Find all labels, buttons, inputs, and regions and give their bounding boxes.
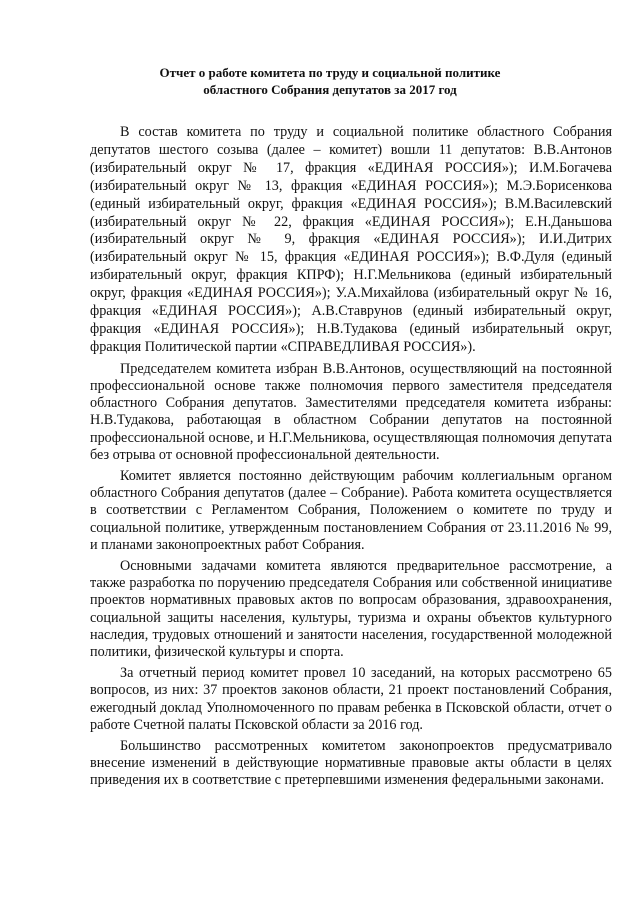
paragraph-reporting-period: За отчетный период комитет провел 10 заседаний, на которых рассмотрено 65 вопросов, из них: 37 проектов законов области, 21 проект постановлений Собрания, ежегодный доклад Уполномоченного по правам ребенка в Псковской области, отчет о работе Счетной палаты Псковской области за 2016 год. [90,665,612,733]
paragraph-committee-status: Комитет является постоянно действующим рабочим коллегиальным органом областного Собрания депутатов (далее – Собрание). Работа комитета осуществляется в соответствии с Регламентом Собрания, Положением о комитете по труду и социальной политике, утвержденным постановлением Собрания от 23.11.2016 № 99, и планами законопроектных работ Собрания. [90,468,612,553]
title-line-2: областного Собрания депутатов за 2017 год [203,82,457,97]
document-body [90,124,612,794]
paragraph-committee-tasks: Основными задачами комитета являются предварительное рассмотрение, а также разработка по поручению председателя Собрания или собственной инициативе проектов нормативных правовых актов по вопросам образования, здравоохранения, социальной защиты населения, культуры, туризма и охраны объектов культурного наследия, трудовых отношений и занятости населения, государственной молодежной политики, физической культуры и спорта. [90,558,612,661]
paragraph-bills-summary: Большинство рассмотренных комитетом законопроектов предусматривало внесение изменений в действующие нормативные правовые акты области в целях приведения их в соответствие с претерпевшими изменения федеральными законами. [90,738,612,789]
paragraph-committee-members: В состав комитета по труду и социальной политике областного Собрания депутатов шестого созыва (далее – комитет) вошли 11 депутатов: В.В.Антонов (избирательный округ № 17, фракция «ЕДИНАЯ РОССИЯ»); И.М.Богачева (избирательный округ № 13, фракция «ЕДИНАЯ РОССИЯ»); М.Э.Борисенкова (единый избирательный округ, фракция «ЕДИНАЯ РОССИЯ»); В.М.Василевский (избирательный округ № 22, фракция «ЕДИНАЯ РОССИЯ»); Е.Н.Даньшова (избирательный округ № 9, фракция «ЕДИНАЯ РОССИЯ»); И.И.Дитрих (избирательный округ № 15, фракция «ЕДИНАЯ РОССИЯ»); В.Ф.Дуля (единый избирательный округ, фракция КПРФ); Н.Г.Мельникова (единый избирательный округ, фракция «ЕДИНАЯ РОССИЯ»); У.А.Михайлова (избирательный округ № 16, фракция «ЕДИНАЯ РОССИЯ»); А.В.Ставрунов (единый избирательный округ, фракция «ЕДИНАЯ РОССИЯ»); Н.В.Тудакова (единый избирательный округ, фракция Политической партии «СПРАВЕДЛИВАЯ РОССИЯ»). [90,124,612,355]
document-title [80,64,580,98]
paragraph-committee-leadership: Председателем комитета избран В.В.Антонов, осуществляющий на постоянной профессиональной основе также полномочия первого заместителя председателя областного Собрания депутатов. Заместителями председателя комитета избраны: Н.В.Тудакова, работающая в областном Собрании депутатов на постоянной профессиональной основе, и Н.Г.Мельникова, осуществляющая полномочия депутата без отрыва от основной профессиональной деятельности. [90,360,612,463]
title-line-1: Отчет о работе комитета по труду и социальной политике [159,65,501,80]
